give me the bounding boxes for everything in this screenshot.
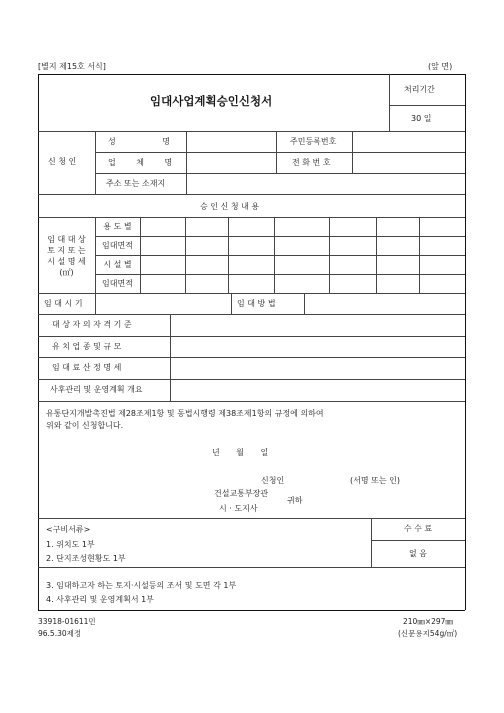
statement-honorific: 귀하: [287, 496, 303, 505]
lt-bottom: [38, 293, 465, 294]
footer-size: 210㎜×297㎜: [403, 617, 453, 626]
applicant-bottom: [38, 194, 465, 195]
criteria-management: 사후관리 및 운영계획 개요: [50, 385, 143, 394]
lt-c1: [140, 217, 141, 293]
name-label: 성 명: [108, 137, 170, 146]
lt-c2: [185, 217, 186, 293]
lt-c4: [274, 217, 275, 293]
processing-value: 30 일: [411, 114, 432, 123]
cr-r2: [38, 357, 465, 358]
lease-row-area-1: 임대면적: [102, 241, 133, 250]
cr-r1: [38, 336, 465, 337]
fee-value: 없 음: [409, 549, 427, 558]
fee-mid: [371, 540, 465, 541]
statement-sign: (서명 또는 인): [350, 476, 400, 485]
statement-bottom: [38, 518, 465, 519]
app-c3: [352, 131, 353, 173]
proc-divider: [389, 74, 390, 131]
app-c1: [186, 131, 187, 173]
footer-paper: (신문용지54g/㎡): [398, 629, 458, 638]
frame-top: [38, 74, 465, 75]
lease-target-line-2: 토 지 또 는: [47, 246, 86, 255]
applicant-r1: [95, 152, 465, 153]
title-bottom: [38, 131, 465, 132]
resident-no-label: 주민등록번호: [290, 137, 337, 146]
fee-label: 수 수 료: [403, 524, 433, 533]
lt-c7: [419, 217, 420, 293]
criteria-rent: 임 대 료 산 정 명 세: [52, 363, 122, 372]
cr-bottom: [38, 401, 465, 402]
cr-r3: [38, 379, 465, 380]
document-item-4: 4. 사후관리 및 운영계획서 1부: [46, 595, 154, 604]
lp-c1: [95, 293, 96, 314]
lease-target-line-1: 임 대 대 상: [47, 235, 86, 244]
lease-period-label: 임 대 시 기: [44, 299, 83, 308]
lease-row-area-2: 임대면적: [102, 279, 133, 288]
lease-method-label: 임 대 방 법: [237, 299, 276, 308]
frame-right: [465, 74, 466, 610]
phone-label: 전 화 번 호: [292, 158, 331, 167]
address-label: 주소 또는 소재지: [106, 179, 166, 188]
lp-bottom: [38, 314, 465, 315]
app-c4: [186, 173, 187, 194]
statement-line-1: 유통단지개발촉진법 제28조제1항 및 동법시행령 제38조제1항의 규정에 의하여: [46, 409, 324, 418]
processing-label: 처리기간: [404, 85, 435, 94]
docs-mid: [38, 567, 465, 568]
app-c2: [276, 131, 277, 173]
statement-date: 년 월 일: [212, 448, 269, 457]
footer-date: 96.5.30제정: [38, 629, 82, 638]
statement-applicant: 신청인: [261, 476, 285, 485]
frame-left: [38, 74, 39, 610]
frame-bottom: [38, 610, 465, 611]
page-title: 임대사업계획승인신청서: [150, 94, 273, 108]
lease-target-line-4: (㎡): [59, 268, 74, 277]
applicant-group-label: 신 청 인: [48, 157, 77, 166]
lt-c3: [228, 217, 229, 293]
document-item-2: 2. 단지조성현황도 1부: [46, 554, 126, 563]
lease-target-line-3: 시 설 명 세: [47, 257, 86, 266]
statement-line-2: 위와 같이 신청합니다.: [46, 421, 124, 430]
proc-mid: [389, 105, 465, 106]
company-label: 업 체 명: [108, 158, 173, 167]
lease-row-use: 용 도 별: [103, 222, 132, 231]
lt-r2: [95, 255, 465, 256]
applicant-col: [95, 131, 96, 194]
lp-c2: [231, 293, 232, 314]
lt-r3: [95, 274, 465, 275]
statement-governor: 시 · 도지사: [219, 504, 258, 513]
form-number: [별지 제15호 서식]: [38, 62, 106, 71]
lp-c3: [304, 293, 305, 314]
lt-c6: [376, 217, 377, 293]
applicant-r2: [95, 173, 465, 174]
document-item-1: 1. 위치도 1부: [46, 540, 95, 549]
criteria-business: 유 치 업 종 및 규 모: [52, 342, 122, 351]
lease-row-facility: 시 설 별: [103, 260, 132, 269]
lt-r1: [95, 236, 465, 237]
document-item-3: 3. 임대하고자 하는 토지·시설등의 조서 및 도면 각 1부: [46, 581, 237, 590]
side-label: (앞 면): [428, 62, 453, 71]
statement-minister: 건설교통부장관: [214, 489, 269, 498]
lt-c5: [329, 217, 330, 293]
section-header: 승 인 신 청 내 용: [200, 202, 260, 211]
documents-header: <구비서류>: [46, 525, 91, 534]
section-bottom: [38, 217, 465, 218]
criteria-qualification: 대 상 자 의 자 격 기 준: [52, 320, 132, 329]
footer-code: 33918-01611민: [38, 617, 96, 626]
